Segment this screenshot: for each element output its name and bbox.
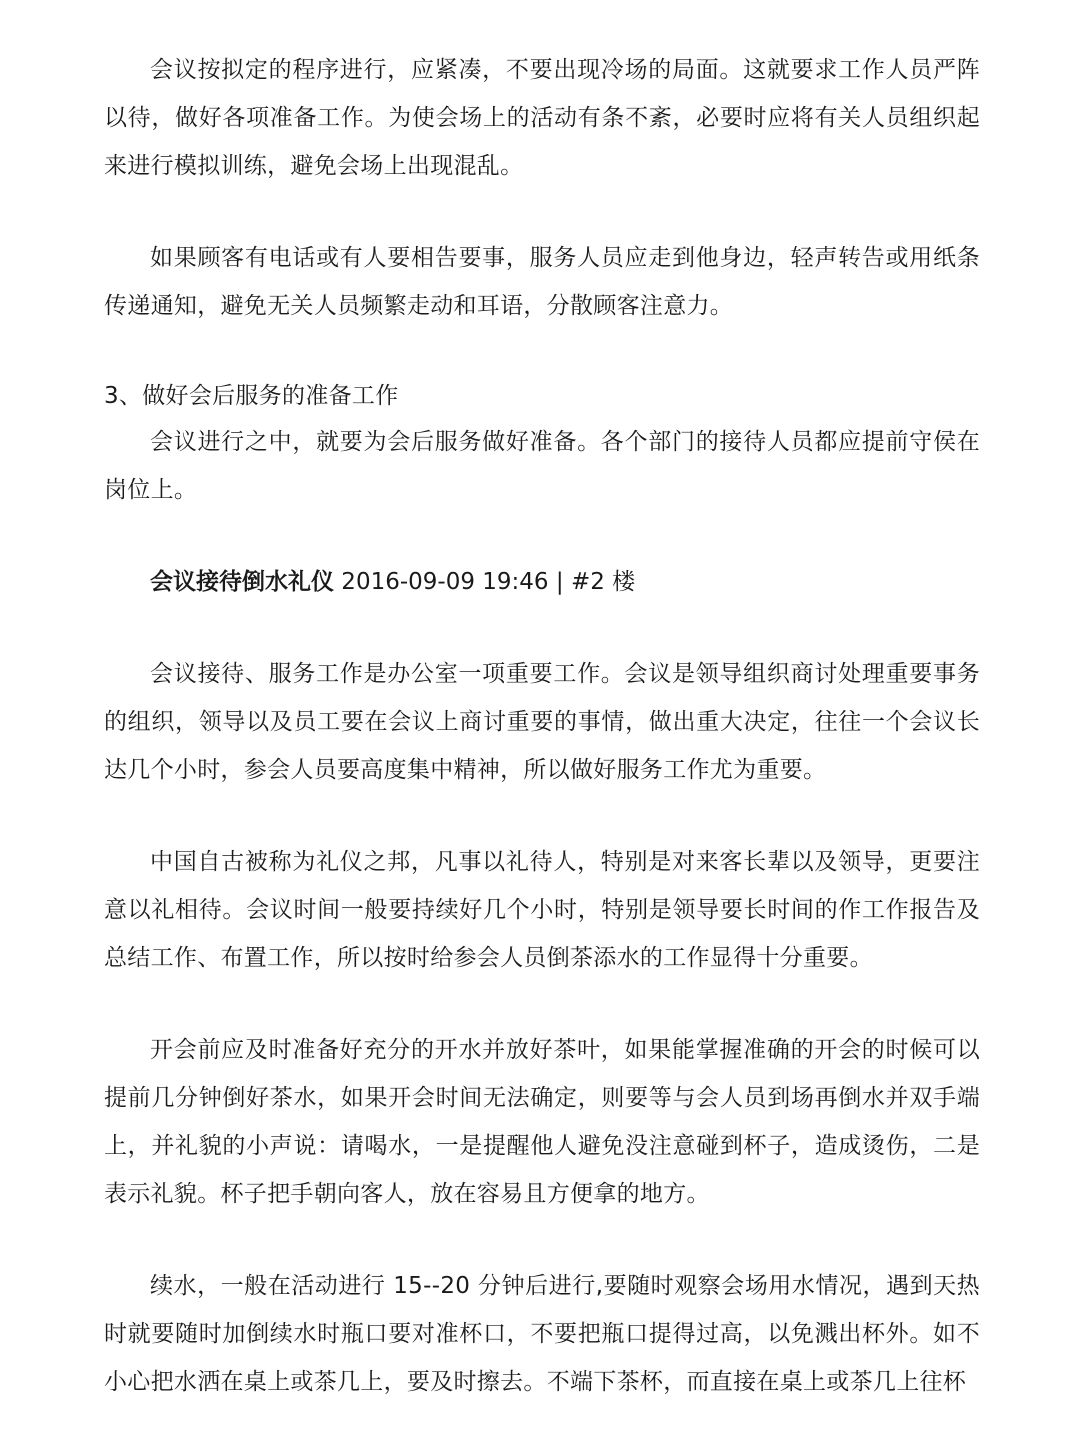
paragraph-gap <box>104 794 980 838</box>
paragraph-meeting-reception: 会议接待、服务工作是办公室一项重要工作。会议是领导组织商讨处理重要事务的组织，领导以及员工要在会议上商讨重要的事情，做出重大决定，往往一个会议长达几个小时，参会人员要高度集中精神，所以做好服务工作尤为重要。 <box>104 661 980 783</box>
post-header <box>104 558 980 606</box>
post-meta: 2016-09-09 19:46 | #2 楼 <box>334 569 636 595</box>
paragraph-meeting-procedure: 会议按拟定的程序进行，应紧凑，不要出现冷场的局面。这就要求工作人员严阵以待，做好各项准备工作。为使会场上的活动有条不紊，必要时应将有关人员组织起来进行模拟训练，避免会场上出现混乱。 <box>104 57 980 179</box>
document-body <box>104 46 980 1406</box>
paragraph-before-meeting: 开会前应及时准备好充分的开水并放好茶叶，如果能掌握准确的开会的时候可以提前几分钟倒好茶水，如果开会时间无法确定，则要等与会人员到场再倒水并双手端上，并礼貌的小声说：请喝水，一是提醒他人避免没注意碰到杯子，造成烫伤，二是表示礼貌。杯子把手朝向客人，放在容易且方便拿的地方。 <box>104 1037 980 1207</box>
paragraph-gap <box>104 330 980 374</box>
paragraph-refill-water: 续水，一般在活动进行 15--20 分钟后进行,要随时观察会场用水情况，遇到天热时就要随时加倒续水时瓶口要对准杯口，不要把瓶口提得过高，以免溅出杯外。如不小心把水洒在桌上或茶几上，要及时擦去。不端下茶杯，而直接在桌上或茶几上往杯 <box>104 1273 980 1395</box>
paragraph-after-service: 会议进行之中，就要为会后服务做好准备。各个部门的接待人员都应提前守侯在岗位上。 <box>104 429 980 503</box>
paragraph-gap <box>104 514 980 558</box>
paragraph-etiquette: 中国自古被称为礼仪之邦，凡事以礼待人，特别是对来客长辈以及领导，更要注意以礼相待。会议时间一般要持续好几个小时，特别是领导要长时间的作工作报告及总结工作、布置工作，所以按时给参会人员倒茶添水的工作显得十分重要。 <box>104 849 980 971</box>
section-heading-after-service: 3、做好会后服务的准备工作 <box>104 383 399 409</box>
paragraph-gap <box>104 1218 980 1262</box>
paragraph-gap <box>104 606 980 650</box>
paragraph-phone-message: 如果顾客有电话或有人要相告要事，服务人员应走到他身边，轻声转告或用纸条传递通知，避免无关人员频繁走动和耳语，分散顾客注意力。 <box>104 245 980 319</box>
paragraph-gap <box>104 190 980 234</box>
paragraph-gap <box>104 982 980 1026</box>
post-title: 会议接待倒水礼仪 <box>150 569 334 595</box>
